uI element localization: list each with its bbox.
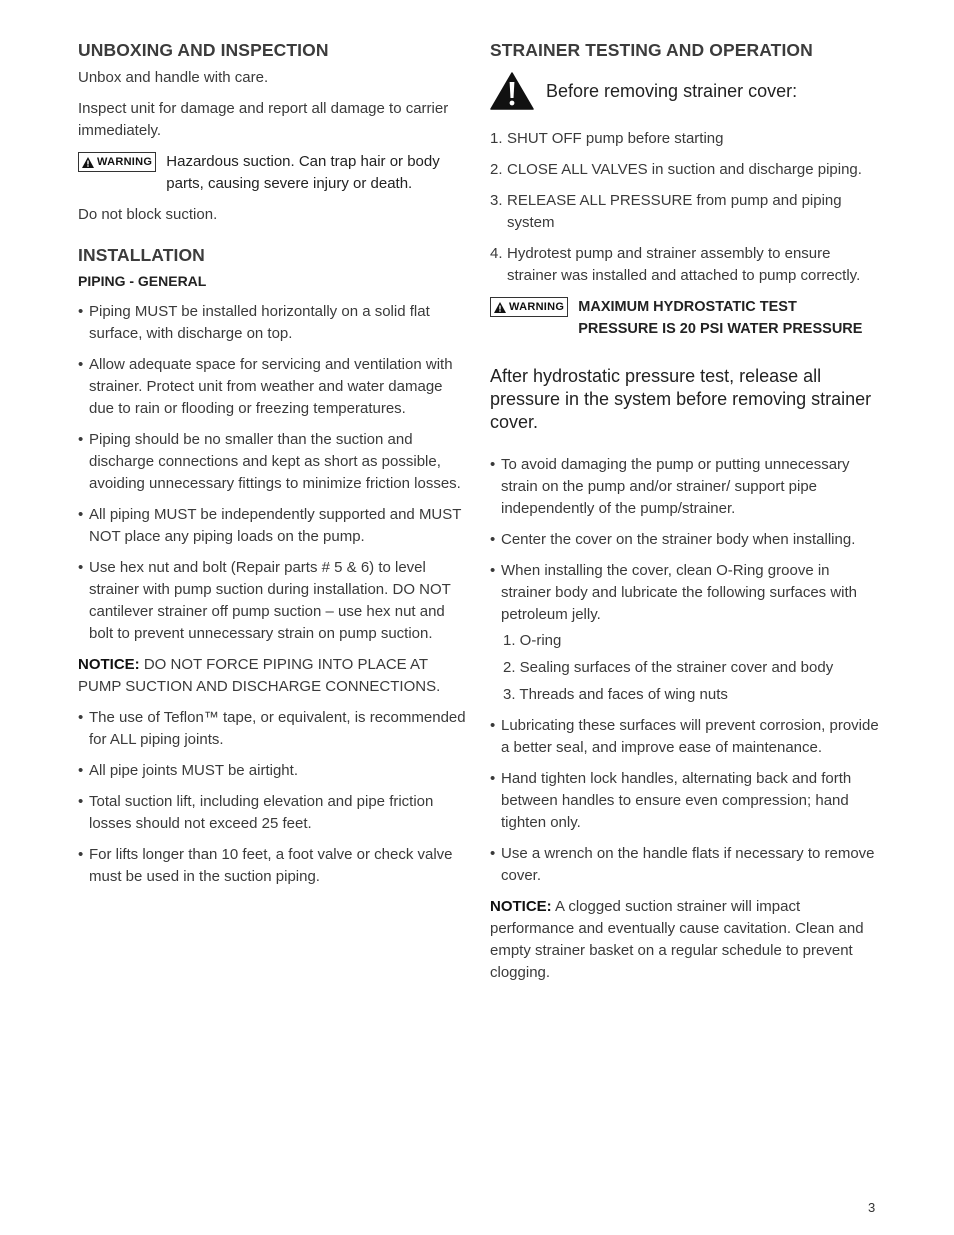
notice-text: DO NOT FORCE PIPING INTO PLACE AT PUMP SUCTION AND DISCHARGE CONNECTIONS. xyxy=(78,656,441,695)
heading-strainer: STRAINER TESTING AND OPERATION xyxy=(490,40,813,60)
warning-badge xyxy=(490,297,568,317)
sub-list-item: 3. Threads and faces of wing nuts xyxy=(503,686,728,703)
list-item: • To avoid damaging the pump or putting unnecessary strain on the pump and/or strainer/ support pipe independently of the pump/strainer. xyxy=(490,454,880,520)
notice xyxy=(78,654,466,698)
list-item: • Center the cover on the strainer body when installing. xyxy=(490,529,880,551)
warning-triangle-icon xyxy=(490,72,534,110)
list-item: 2. CLOSE ALL VALVES in suction and discharge piping. xyxy=(490,161,862,178)
list-item: • The use of Teflon™ tape, or equivalent, is recommended for ALL piping joints. xyxy=(78,707,466,751)
notice-label: NOTICE: xyxy=(78,656,140,673)
list-item: 4. Hydrotest pump and strainer assembly to ensure strainer was installed and attached to pump correctly. xyxy=(490,245,861,284)
list-item: • All pipe joints MUST be airtight. xyxy=(78,760,466,782)
list-item: • Total suction lift, including elevation and pipe friction losses should not exceed 25 feet. xyxy=(78,791,466,835)
list-item: 1. SHUT OFF pump before starting xyxy=(490,130,724,147)
notice-text: A clogged suction strainer will impact performance and eventually cause cavitation. Clean and empty strainer basket on a regular schedule to prevent clogging. xyxy=(490,898,864,981)
notice-label: NOTICE: xyxy=(490,898,552,915)
page-number: 3 xyxy=(868,1200,876,1215)
list-item: • Hand tighten lock handles, alternating back and forth between handles to ensure even compression; hand tighten only. xyxy=(490,768,880,834)
notice xyxy=(490,896,880,984)
warning-block xyxy=(78,151,466,195)
warning-triangle-icon xyxy=(494,302,506,313)
sub-list-item: 1. O-ring xyxy=(503,632,562,649)
warning-label: WARNING xyxy=(509,301,565,313)
list-item: • Use hex nut and bolt (Repair parts # 5 & 6) to level strainer with pump suction during installation. DO NOT cantilever strainer off pump suction – use hex nut and bolt to prevent unnecessary strain on pump suction. xyxy=(78,557,466,645)
paragraph: Inspect unit for damage and report all damage to carrier immediately. xyxy=(78,100,449,139)
heading-unboxing: UNBOXING AND INSPECTION xyxy=(78,40,329,60)
warning-text: MAXIMUM HYDROSTATIC TEST PRESSURE IS 20 PSI WATER PRESSURE xyxy=(578,299,863,337)
list-item: • Piping should be no smaller than the suction and discharge connections and kept as short as possible, avoiding unnecessary fittings to minimize friction losses. xyxy=(78,429,466,495)
list-item: • Allow adequate space for servicing and ventilation with strainer. Protect unit from weather and water damage due to rain or flooding or freezing temperatures. xyxy=(78,354,466,420)
list-item: • Piping MUST be installed horizontally on a solid flat surface, with discharge on top. xyxy=(78,301,466,345)
left-column xyxy=(78,38,466,897)
sub-list-item: 2. Sealing surfaces of the strainer cover and body xyxy=(503,659,834,676)
paragraph: Do not block suction. xyxy=(78,206,218,223)
warning-triangle-icon xyxy=(82,157,94,168)
list-item: 3. RELEASE ALL PRESSURE from pump and piping system xyxy=(490,192,842,231)
paragraph: Unbox and handle with care. xyxy=(78,69,269,86)
list-item: • All piping MUST be independently supported and MUST NOT place any piping loads on the pump. xyxy=(78,504,466,548)
warning-text: Hazardous suction. Can trap hair or body parts, causing severe injury or death. xyxy=(166,153,440,192)
warning-block xyxy=(490,296,880,340)
list-item: • Use a wrench on the handle flats if necessary to remove cover. xyxy=(490,843,880,887)
heading-installation: INSTALLATION xyxy=(78,245,205,265)
warning-badge xyxy=(78,152,156,172)
warning-label: WARNING xyxy=(97,156,153,168)
lead-paragraph: After hydrostatic pressure test, release all pressure in the system before removing strainer cover. xyxy=(490,366,872,432)
right-column xyxy=(490,38,880,993)
subheading-piping: PIPING - GENERAL xyxy=(78,273,207,289)
list-item: • Lubricating these surfaces will prevent corrosion, provide a better seal, and improve ease of maintenance. xyxy=(490,715,880,759)
caution-block xyxy=(490,72,880,110)
caution-text: Before removing strainer cover: xyxy=(546,81,798,101)
list-item: • When installing the cover, clean O-Ring groove in strainer body and lubricate the following surfaces with petroleum jelly. xyxy=(490,560,880,626)
list-item: • For lifts longer than 10 feet, a foot valve or check valve must be used in the suction piping. xyxy=(78,844,466,888)
